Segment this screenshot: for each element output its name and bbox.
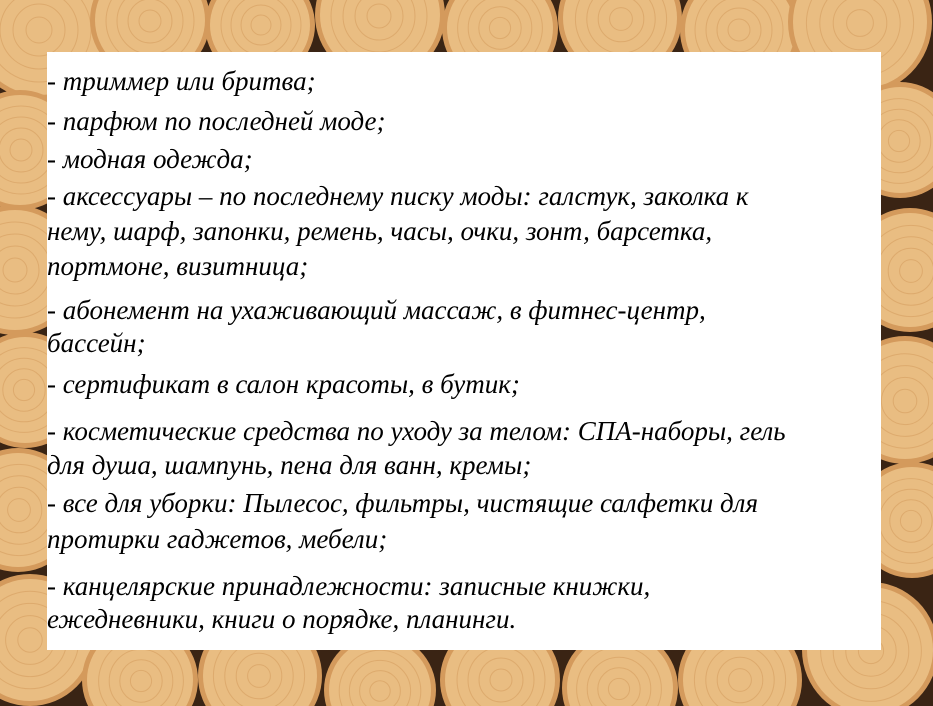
gift-list-item-cosmetics: - косметические средства по уходу за телом: СПА-наборы, гель [47, 416, 786, 446]
gift-list-item-cosmetics-cont: для душа, шампунь, пена для ванн, кремы; [47, 450, 532, 480]
gift-list-item-stationery-cont: ежедневники, книги о порядке, планинги. [47, 604, 517, 634]
gift-list-item-accessories-end: портмоне, визитница; [47, 251, 309, 281]
gift-list-item-accessories: - аксессуары – по последнему писку моды: галстук, заколка к [47, 181, 749, 211]
gift-list-item-cleaning-cont: протирки гаджетов, мебели; [47, 524, 388, 554]
gift-list-item-subscription-cont: бассейн; [47, 328, 146, 358]
gift-list-panel [47, 52, 881, 650]
gift-list-item-perfume: - парфюм по последней моде; [47, 106, 386, 136]
gift-list-item-clothing: - модная одежда; [47, 144, 253, 174]
gift-list-item-stationery: - канцелярские принадлежности: записные книжки, [47, 571, 651, 601]
gift-list-item-cleaning: - все для уборки: Пылесос, фильтры, чистящие салфетки для [47, 488, 758, 518]
gift-list-item-trimmer: - триммер или бритва; [47, 66, 316, 96]
gift-list-item-subscription: - абонемент на ухаживающий массаж, в фитнес-центр, [47, 295, 706, 325]
gift-list-item-certificate: - сертификат в салон красоты, в бутик; [47, 369, 520, 399]
gift-list-item-accessories-cont: нему, шарф, запонки, ремень, часы, очки, зонт, барсетка, [47, 216, 713, 246]
